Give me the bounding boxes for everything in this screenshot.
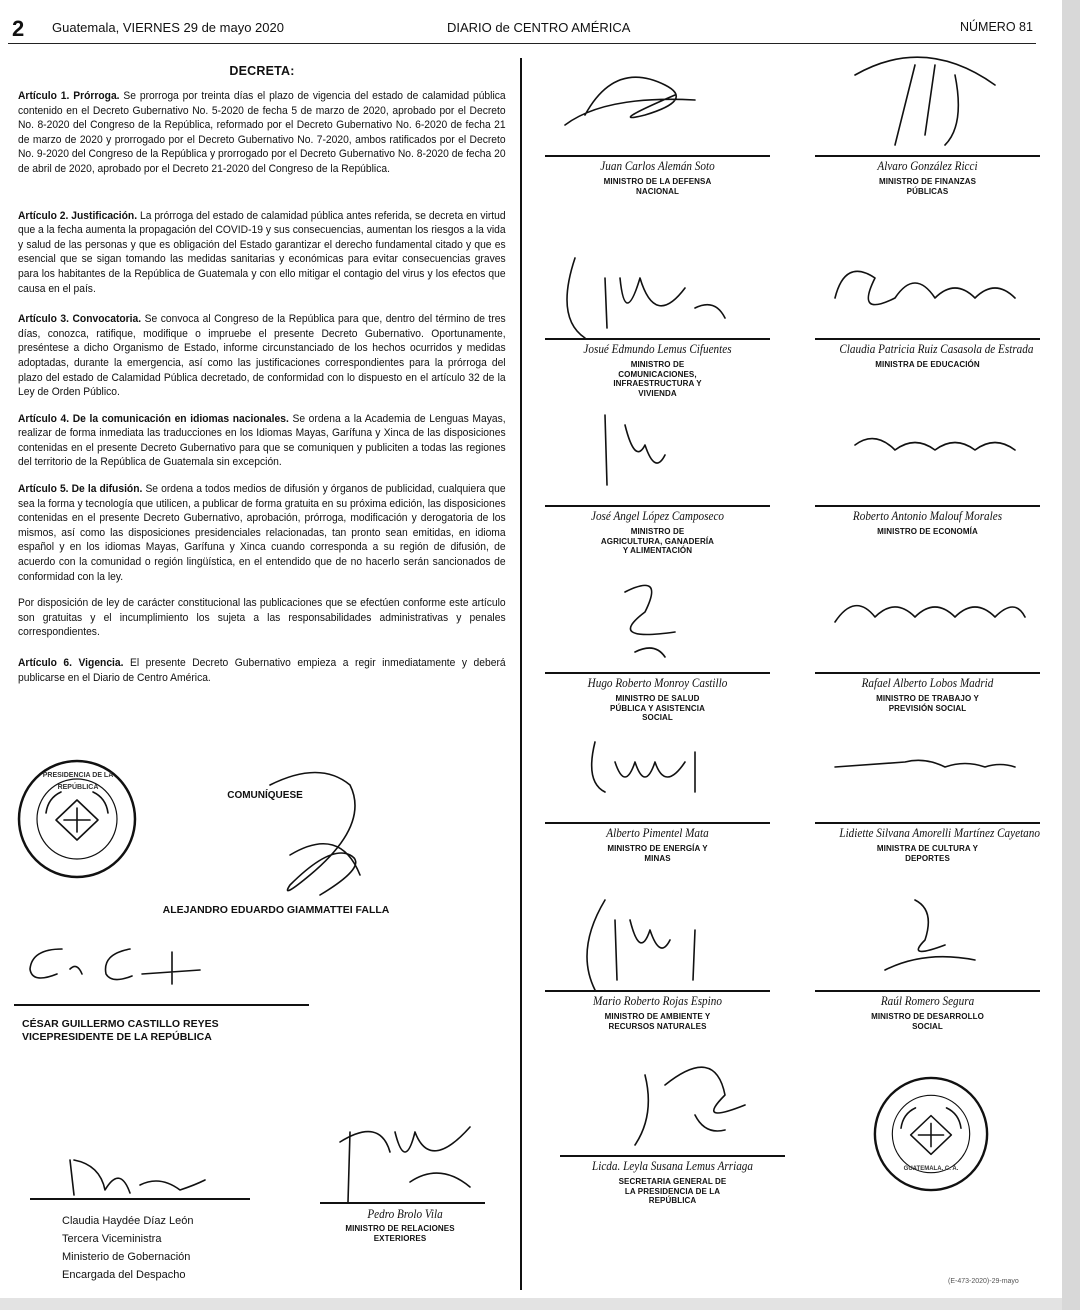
seal-bottom-text: GUATEMALA, C. A.: [903, 1166, 959, 1172]
article-text: Se convoca al Congreso de la República para que, dentro del término de tres días, conozca, ratifique, modifique o impruebe el presente Decreto Gubernativo. Oportunamente, preséntese a dicho Organismo de Estado, informe circunstanciado de los hechos ocurridos y medidas adoptadas, durante la emergencia, así como las justificaciones correspondientes para la prórroga del plazo del estado de Calamidad Pública decretado, de conformidad con lo dispuesto en el artículo 32 de la Ley de Orden Público.: [18, 313, 506, 399]
scan-edge: [1062, 0, 1080, 1310]
article-text: Se ordena a todos medios de difusión y órganos de publicidad, cualquiera que sea la forma y tecnología que utilicen, a publicar de forma gratuita en su próxima edición, las disposiciones contenidas en el presente Decreto Gubernativo, aprobación, prórroga, modificación y derogatoria de los mismos, así como las disposiciones presidenciales relacionadas, tan pronto sean emitidas, en idioma español y en los idiomas Mayas, Garífuna y Xinca cuando corresponda a su región de difusión, de acuerdo con la comunidad o región lingüística, en el entendido que de no hacerlo serán sancionados de conformidad con la ley.: [18, 483, 506, 583]
minister-title: SECRETARIA GENERAL DE LA PRESIDENCIA DE LA REPÚBLICA: [618, 1177, 727, 1205]
article-heading: Artículo 2. Justificación.: [18, 209, 138, 222]
minister-signature-scrawl: [545, 572, 760, 672]
minister-name: Lidiette Silvana Amorelli Martínez Cayetano: [839, 825, 1040, 840]
minister-name: Roberto Antonio Malouf Morales: [852, 508, 1003, 523]
minister-signature-scrawl: [815, 722, 1030, 822]
minister-title: MINISTRO DE AGRICULTURA, GANADERÍA Y ALIMENTACIÓN: [600, 527, 715, 555]
article-heading: Artículo 4. De la comunicación en idiomas nacionales.: [18, 412, 289, 425]
footer-code: (E-473-2020)-29-mayo: [948, 1278, 1019, 1285]
minister-name: Josué Edmundo Lemus Cifuentes: [583, 341, 732, 356]
minister-title: MINISTRO DE DESARROLLO SOCIAL: [871, 1012, 984, 1031]
signature-line: [815, 338, 1040, 340]
minister-signature-scrawl: [815, 572, 1030, 672]
seal-text-left: PRESIDENCIA DE LA REPÚBLICA: [42, 772, 114, 791]
article-text: Por disposición de ley de carácter constitucional las publicaciones que se efectúen conforme este artículo son gratuitas y el incumplimiento los sujeta a las responsabilidades administrativas y penales correspondientes.: [18, 597, 506, 639]
gobernacion-line-3: Ministerio de Gobernación: [62, 1251, 191, 1263]
minister-title: MINISTRO DE TRABAJO Y PREVISIÓN SOCIAL: [876, 694, 979, 713]
article-2: [18, 209, 506, 297]
minister-signature-scrawl: [545, 405, 760, 505]
article-text: Se ordena a la Academia de Lenguas Mayas, realizar de forma inmediata las traducciones en los Idiomas Mayas, Garífuna y Xinca de las disposiciones contenidas en el presente Decreto Gubernativo para que se comuniquen y publiciten a todas las regiones del territorio de la República de Guatemala sin excepción.: [18, 412, 506, 469]
signature-line: [545, 338, 770, 340]
minister-name: Hugo Roberto Monroy Castillo: [587, 675, 728, 690]
article-text: El presente Decreto Gubernativo empieza a regir inmediatamente y deberá publicarse en el Diario de Centro América.: [18, 657, 506, 684]
signature-line: [14, 1004, 309, 1006]
column-divider: [520, 58, 522, 1290]
vice-president-name: CÉSAR GUILLERMO CASTILLO REYES: [22, 1018, 219, 1030]
minister-name: Claudia Patricia Ruiz Casasola de Estrada: [839, 341, 1034, 356]
article-3: [18, 312, 506, 400]
signature-line: [545, 505, 770, 507]
minister-title: MINISTRO DE LA DEFENSA NACIONAL: [603, 177, 712, 196]
article-heading: Artículo 1. Prórroga.: [18, 90, 120, 102]
minister-title: MINISTRO DE ECONOMÍA: [877, 527, 978, 536]
signature-line: [815, 822, 1040, 824]
article-heading: Artículo 6. Vigencia.: [18, 657, 124, 669]
minister-title: MINISTRO DE SALUD PÚBLICA Y ASISTENCIA SOCIAL: [610, 694, 705, 722]
minister-signature-scrawl: [545, 890, 760, 990]
date-line: Guatemala, VIERNES 29 de mayo 2020: [52, 20, 284, 35]
signature-line: [545, 822, 770, 824]
article-5-paragraph: [18, 596, 506, 640]
minister-signature-scrawl: [545, 722, 760, 822]
minister-signature-scrawl: [545, 238, 760, 338]
signature-line: [320, 1202, 485, 1204]
minister-name: Alberto Pimentel Mata: [606, 825, 709, 840]
vice-president-signature: [22, 934, 202, 1004]
minister-name: Raúl Romero Segura: [880, 993, 975, 1008]
issue-number: NÚMERO 81: [960, 20, 1033, 34]
minister-signature-scrawl: [815, 55, 1030, 155]
article-text: Se prorroga por treinta días el plazo de vigencia del estado de calamidad pública contenido en el Decreto Gubernativo No. 5-2020 de fecha 5 de marzo de 2020, aprobado por el Decreto No. 8-2020 del Congreso de la República, reformado por el Decreto Gubernativo No. 6-2020 de fecha 21 de marzo de 2020 y prorrogado por el Decreto Gubernativo No. 7-2020, ambos ratificados por el Decreto No. 9-2020 del Congreso de la República y prorrogado por el Decreto Gubernativo No. 8-2020 de fecha 20 de abril de 2020, aprobado por el Decreto 21-2020 del Congreso de la República.: [18, 90, 506, 175]
vice-president-title: VICEPRESIDENTE DE LA REPÚBLICA: [22, 1031, 212, 1043]
presidential-seal-right: [872, 1075, 990, 1193]
signature-line: [815, 155, 1040, 157]
signature-line: [30, 1198, 250, 1200]
article-heading: Artículo 5. De la difusión.: [18, 483, 143, 496]
newspaper-name: DIARIO de CENTRO AMÉRICA: [447, 20, 631, 35]
minister-name: José Angel López Camposeco: [590, 508, 725, 523]
rree-name: Pedro Brolo Vila: [367, 1206, 443, 1221]
header-rule: [8, 43, 1036, 44]
minister-name: Juan Carlos Alemán Soto: [600, 158, 715, 173]
comuniquese-label: COMUNÍQUESE: [227, 790, 303, 801]
article-5: [18, 482, 506, 584]
scan-edge-bottom: [0, 1298, 1062, 1310]
rree-signature: [320, 1112, 480, 1207]
president-signature: [200, 765, 410, 905]
article-6: [18, 656, 506, 685]
minister-signature-scrawl: [815, 890, 1030, 990]
rree-title: MINISTRO DE RELACIONES EXTERIORES: [345, 1224, 455, 1243]
signature-line: [815, 505, 1040, 507]
minister-title: MINISTRO DE AMBIENTE Y RECURSOS NATURALES: [604, 1012, 711, 1031]
minister-title: MINISTRO DE COMUNICACIONES, INFRAESTRUCTURA Y VIVIENDA: [613, 360, 702, 398]
signature-line: [815, 990, 1040, 992]
minister-signature-scrawl: [545, 55, 760, 155]
minister-name: Licda. Leyla Susana Lemus Arriaga: [592, 1158, 753, 1173]
gobernacion-line-1: Claudia Haydée Díaz León: [62, 1215, 194, 1227]
page-number: 2: [12, 16, 25, 41]
decree-body: [18, 60, 506, 698]
gobernacion-line-4: Encargada del Despacho: [62, 1269, 186, 1281]
minister-name: Alvaro González Ricci: [877, 158, 978, 173]
gobernacion-signature: [60, 1155, 210, 1200]
signature-line: [545, 155, 770, 157]
article-4: [18, 412, 506, 470]
minister-title: MINISTRO DE ENERGÍA Y MINAS: [607, 844, 708, 863]
minister-name: Mario Roberto Rojas Espino: [593, 993, 722, 1008]
signature-line: [545, 990, 770, 992]
signature-line: [560, 1155, 785, 1157]
minister-signature-scrawl: [815, 405, 1030, 505]
signature-line: [815, 672, 1040, 674]
signature-line: [545, 672, 770, 674]
minister-signature-scrawl: [575, 1055, 790, 1155]
article-text: La prórroga del estado de calamidad pública antes referida, se decreta en virtud que a la fecha aumenta la propagación del COVID-19 y sus consecuencias, aumentan los riesgos a la vida y salud de las personas y que es obligación del Estado garantizar el derecho fundamental citado y que es esencial que se sigan tomando las medidas sanitarias y económicas para evitar consecuencias graves para los habitantes de la República de Guatemala y con ello mitigar el contagio del virus y los efectos que causa en el país.: [18, 209, 506, 295]
article-heading: Artículo 3. Convocatoria.: [18, 313, 142, 326]
minister-title: MINISTRA DE EDUCACIÓN: [875, 360, 980, 369]
article-1: [18, 89, 506, 177]
minister-signature-scrawl: [815, 238, 1030, 338]
decreta-heading: DECRETA:: [229, 64, 295, 78]
minister-name: Rafael Alberto Lobos Madrid: [861, 675, 994, 690]
president-name: ALEJANDRO EDUARDO GIAMMATTEI FALLA: [162, 904, 390, 916]
minister-title: MINISTRA DE CULTURA Y DEPORTES: [876, 844, 979, 863]
gobernacion-line-2: Tercera Viceministra: [62, 1233, 162, 1245]
minister-title: MINISTRO DE FINANZAS PÚBLICAS: [878, 177, 977, 196]
